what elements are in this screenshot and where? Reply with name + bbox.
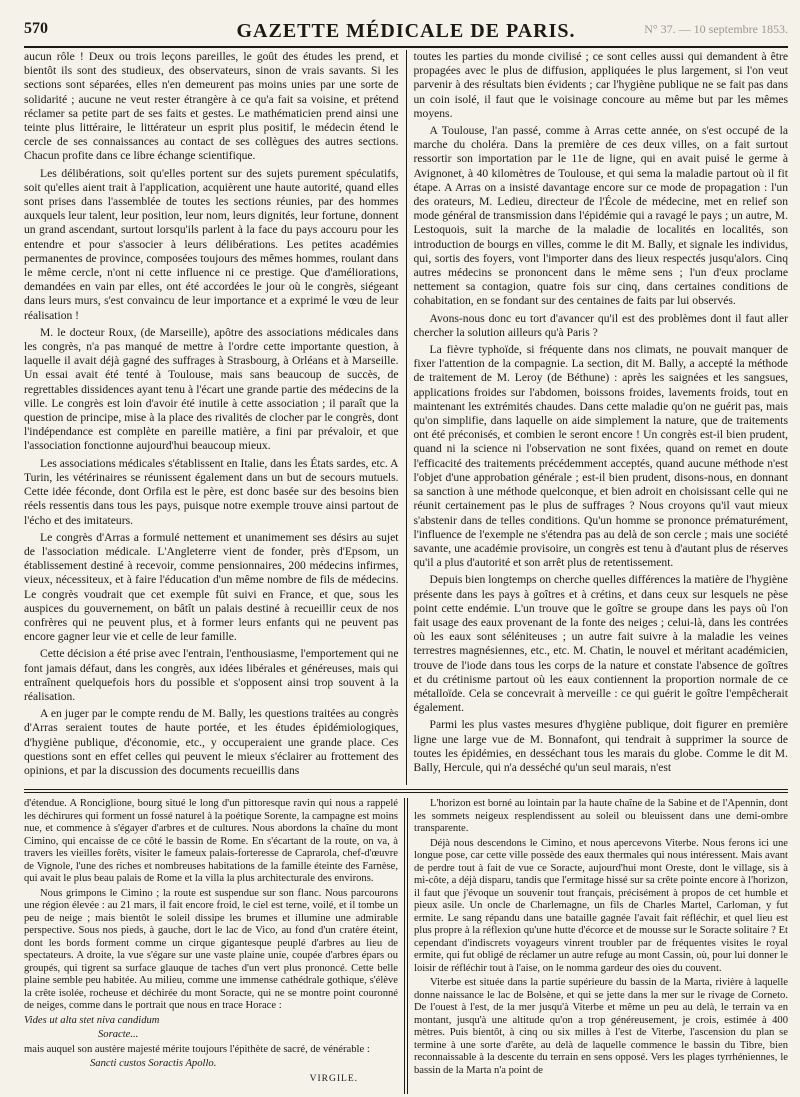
paragraph: mais auquel son austère majesté mérite toujours l'épithète de sacré, de vénérable : — [24, 1043, 370, 1055]
paragraph: Depuis bien longtemps on cherche quelles différences la matière de l'hygiène présente dans les pays à goîtres et à crétins, et dans ceux sur lesquels ne pèse point cette endémie. L'un trouve que le goître se groupe dans les pays où l'on fait usage des eaux provenant de la fonte des neiges ; celui-là, dans les contrées où les eaux sont séléniteuses ; un autre fait suivre à la maladie les veines terrestres magnésiennes, etc., etc. M. Chatin, le nouvel et méritant académicien, trouve de l'iode dans tous les corps de la nature et constate l'absence de goîtres et du crétinisme partout où les eaux contiennent la proportion normale de ce métalloïde. Cela se concevrait à merveille : ce qui guérit le goître l'empêcherait également. — [413, 573, 788, 715]
page-number: 570 — [24, 20, 48, 37]
page-header — [24, 16, 788, 48]
latin-verse: Sancti custos Soractis Apollo. — [90, 1058, 217, 1069]
bleed-through-date: N° 37. — 10 septembre 1853. — [644, 22, 788, 36]
latin-verse: Vides ut alta stet niva candidum — [24, 1014, 160, 1026]
feuilleton — [24, 798, 788, 1094]
paragraph: L'horizon est borné au lointain par la haute chaîne de la Sabine et de l'Apennin, dont les sommets neigeux resplendissent au soleil ou bleuissent dans une demi-ombre transparente. — [414, 798, 788, 834]
paragraph: La fièvre typhoïde, si fréquente dans nos climats, ne pouvait manquer de fixer l'attention de la compagnie. La section, dit M. Bally, a accepté la méthode de traitement de M. Leroy (de Béthune) : après les saignées et les sangsues, applications froides sur l'abdomen, boissons froides, lavements froids, tout en maintenant les extrémités chaudes. Dans cette maladie qu'on ne guérit pas, mais qu'on simplifie, dans laquelle on aide simplement la nature, que de traitements ont été préconisés, et combien le seront encore ! Un congrès est-il bien prudent, quand ni la science ni l'observation ne sont fixées, quand on remet en doute l'efficacité des traitements précédemment acceptés, quand aucune méthode n'est l'objet d'une approbation générale ; est-il bien prudent, disons-nous, en donnant sa sanction à une méthode quelconque, et bien adroit en choisissant celle qui ne réunit certainement pas le plus de suffrages ? Nous croyons qu'il vaut mieux s'abstenir dans de telles conditions. Qu'un homme se prononce prématurément, l'influence de l'exemple ne s'étendra pas au delà de son cercle ; mais une société savante, une académie provisoire, un congrès est tenu à d'autant plus de réserves qu'il a plus d'autorité et son arrêt plus de retentissement. — [413, 343, 788, 570]
paragraph: Parmi les plus vastes mesures d'hygiène publique, doit figurer en première ligne une large vue de M. Bonnafont, qui tendrait à supprimer la source de toutes les épidémies, en desséchant tous les marais du globe. Comme le dit M. Bally, Hercule, qui n'a desséché qu'un seul marais, n'est — [413, 718, 788, 774]
paragraph: Le congrès d'Arras a formulé nettement et unanimement ses désirs au sujet de l'association médicale. L'Angleterre vient de fonder, près d'Epsom, un établissement destiné à recevoir, comme pensionnaires, 200 médecins infirmes, vieux, nécessiteux, et à faire l'éducation d'un même nombre de fils de médecins. Le congrès voudrait que cet exemple fût suivi en France, et que, sous les auspices du gouvernement, on bâtît un palais destiné à recueillir ceux de nos confrères qui ne peuvent plus, et à former leurs enfants qui ne peuvent pas encore gagner leur vie et celle de leur famille. — [24, 530, 399, 644]
paragraph: d'étendue. A Ronciglione, bourg situé le long d'un pittoresque ravin qui nous a rappelé les déchirures qui forment un fossé naturel à la poétique Sorente, la campagne est moins nue, et commence à s'égayer d'arbres et de cultures. Nous abordons la chaîne du mont Cimino, qui encaisse de ce côté le bassin de Rome. En s'écartant de la route, on va, à travers les vieilles forêts, visiter le fameux palais-forteresse de Caprarola, chef-d'œuvre de Vignole, l'une des riches et nombreuses habitations de la famille éteinte des Farnèse, qui avait le plus beau palais de Rome et la villa la plus architecturale des environs. — [24, 798, 398, 884]
paragraph: Déjà nous descendons le Cimino, et nous apercevons Viterbe. Nous ferons ici une longue pose, car cette ville possède des eaux thermales qui nous intéressent. Mais avant de perdre tout à fait de vue ce Soracte, aujourd'hui mont Oreste, dont le village, sis à mi-côte, a déjà disparu, tandis que l'ermitage hissé sur sa crête pointe encore à l'horizon, il faut que j'évoque un souvenir tout français, précisément à propos de cet humble et pieux asile. Un oncle de Charlemagne, un fils de Charles Martel, Carloman, y fut ermite. Le sang répandu dans une bataille gagnée l'avait fait réfléchir, et quel lieu est plus propre à la réflexion qu'une hutte d'écorce et de mousse sur le Soracte solitaire ? Et cependant d'indiscrets voyageurs vinrent troubler par de fréquentes visites le royal ermite, qui fut obligé de réclamer un autre refuge au mont Cassin, où, pour lui donner le loisir de réfléchir tout à l'aise, on le nomma gardeur des oies du couvent. — [414, 837, 788, 974]
feuilleton-rule — [24, 792, 788, 793]
paragraph: aucun rôle ! Deux ou trois leçons pareilles, le goût des études les prend, et bientôt ils sont des studieux, des observateurs, sinon de vrais savants. Si les sections sont séparées, elles n'en demeurent pas moins unies par une sorte de solidarité ; aucune ne veut rester étrangère à ce qu'a fait sa voisine, et prétend réclamer sa petite part de ses faits et gestes. Le mathématicien prend ainsi une teinte plus littéraire, le littérateur un esprit plus positif, le médecin étend le cercle de ses connaissances au contact de ses collègues des autres sections. Chacun profite dans ce libre échange scientifique. — [24, 50, 399, 163]
left-column — [24, 50, 399, 785]
verse-attribution: VIRGILE. — [309, 1073, 358, 1084]
feuilleton-rule — [24, 789, 788, 790]
feuilleton-left-column — [24, 798, 398, 1094]
feuilleton-right-column — [414, 798, 788, 1094]
paragraph: Les associations médicales s'établissent en Italie, dans les États sardes, etc. A Turin, les vétérinaires se réunissent également dans un but de secours mutuels. Cette idée féconde, dont Orfila est le père, est donc basée sur des besoins bien réels ressentis dans tous les pays, puisque notre exemple trouve ainsi partout de l'écho et des imitateurs. — [24, 456, 399, 527]
paragraph: M. le docteur Roux, (de Marseille), apôtre des associations médicales dans les congrès, n'a pas manqué de mettre à l'ordre cette importante question, à laquelle il avait déjà gagné des suffrages à Strasbourg, à Orléans et à Marseille. Un essai avait été tenté à Toulouse, mais sans beaucoup de succès, de regrettables dissidences ayant tenu à l'écart une grande partie des médecins de la ville. Le congrès est loin d'avoir été inutile à cette association ; il paraît que la question de principe, mise à la place des rivalités de clocher par le congrès, dont l'indépendance est complète en pareille matière, a fini par prévaloir, et que l'association fonctionne aujourd'hui beaucoup mieux. — [24, 325, 399, 453]
main-article — [24, 50, 788, 785]
paragraph: toutes les parties du monde civilisé ; ce sont celles aussi qui demandent à être propagées avec le plus de diffusion, appliquées le plus largement, si l'on veut parvenir à des résultats bien évidents ; car l'hygiène publique ne se fait pas dans un coin isolé, il faut que le voisinage concoure au même but par les mêmes moyens. — [413, 50, 788, 120]
paragraph: A Toulouse, l'an passé, comme à Arras cette année, on s'est occupé de la marche du choléra. Dans la première de ces deux villes, on a fait surtout ressortir son importation par le 11e de ligne, qui en avait puisé le germe à Avignonet, à 40 kilomètres de Toulouse, et qui sema la maladie partout où il fit étape. A Arras on a insisté davantage encore sur ce mode de propagation : l'un des orateurs, M. Ledieu, directeur de l'École de médecine, met en relief son mode général de transmission dans l'épidémie qui a ravagé le pays ; un autre, M. Lestoquois, suit la marche de la maladie de localités en localités, son introduction de bourgs en villes, comme le dit M. Bally, et signale les individus, qui, sortis des foyers, vont l'importer dans des lieux respectés jusqu'alors. Cinq autres médecins se prononcent dans le même sens ; l'un d'eux proclame nettement sa contagion, quatre fois sur cinq, dans certaines conditions de cohabitation, en se fondant sur des centaines de faits par lui observés. — [413, 124, 788, 308]
masthead-title: GAZETTE MÉDICALE DE PARIS. — [236, 20, 576, 42]
paragraph: A en juger par le compte rendu de M. Bally, les questions traitées au congrès d'Arras seraient toutes de haute portée, et les études épidémiologiques, d'hygiène publique, d'économie, etc., y occuperaient une grande place. Ces questions sont en effet celles qui peuvent le mieux s'éclairer au frottement des opinions, et par la discussion des documents recueillis dans — [24, 707, 399, 777]
latin-verse: Soracte... — [98, 1029, 139, 1040]
column-rule — [406, 50, 407, 785]
paragraph: Les délibérations, soit qu'elles portent sur des sujets purement spéculatifs, soit qu'elles aient trait à l'application, acquièrent une haute autorité, quand elles sont prises dans l'assemblée de toutes les sections réunies, par des hommes auxquels leur talent, leur position, leur nom, leurs dignités, leur fortune, donnent un grand ascendant, surtout lorsqu'ils parlent à la face du pays accouru pour les entendre et pour s'associer à leurs délibérations. Les petites académies permanentes de province, composées toujours des mêmes hommes, roulant dans le même cercle, n'ont ni cette influence ni ce prestige. Que d'améliorations, demandées en vain par elles, ont été accordées le jour où le congrès, siégeant dans leurs murs, s'est convaincu de leur importance et a exprimé le vœu de leur réalisation ! — [24, 166, 399, 322]
paragraph: Avons-nous donc eu tort d'avancer qu'il est des problèmes dont il faut aller chercher la solution ailleurs qu'à Paris ? — [413, 311, 788, 339]
paragraph: Viterbe est située dans la partie supérieure du bassin de la Marta, rivière à laquelle donne naissance le lac de Bolsène, et qui se jette dans la mer sur le rivage de Corneto. De l'ouest à l'est, de la mer jusqu'à Viterbe et même un peu au delà, le terrain va en montant, jusqu'à une altitude qu'on a trop généreusement, je crois, estimée à 400 mètres. Puis bientôt, à cinq ou six milles à l'est de Viterbe, l'ascension du plan se termine à une sorte d'arête, au delà de laquelle commence le bassin du Tibre, bien reconnaissable à la descente du terrain en sens opposé. Vers les plages tyrrhéniennes, le bassin de la Marta n'a point de — [414, 977, 788, 1076]
paragraph: Cette décision a été prise avec l'entrain, l'enthousiasme, l'emportement qui ne font jamais défaut, dans les congrès, aux idées libérales et généreuses, mais qui entraînent quelquefois hors du possible et s'opposent ainsi trop souvent à la réalisation. — [24, 647, 399, 703]
column-rule — [404, 798, 408, 1094]
right-column — [414, 50, 789, 785]
paragraph: Nous grimpons le Cimino ; la route est suspendue sur son flanc. Nous parcourons une région élevée : au 21 mars, il fait encore froid, le ciel est terne, voilé, et il tombe un peu de neige ; mais bientôt le soleil dissipe les brumes et illumine une admirable perspective. Sous nos pieds, à gauche, dort le lac de Vico, au fond d'un cratère éteint, dont les bords forment comme un cirque gigantesque peuplé d'arbres au lieu de spectateurs. A droite, la vue s'égare sur une vaste plaine unie, coupée d'arbres épars ou groupés, qui tigrent sa surface glauque de taches d'un vert plus prononcé. Cette belle plaine semble peu habitée. Au milieu, comme une immense cathédrale gothique, s'élève la crête isolée, rocheuse et déchirée du mont Soracte, qui ne se montre point couronné de neiges, comme dans le portrait que nous en trace Horace : — [24, 887, 398, 1011]
